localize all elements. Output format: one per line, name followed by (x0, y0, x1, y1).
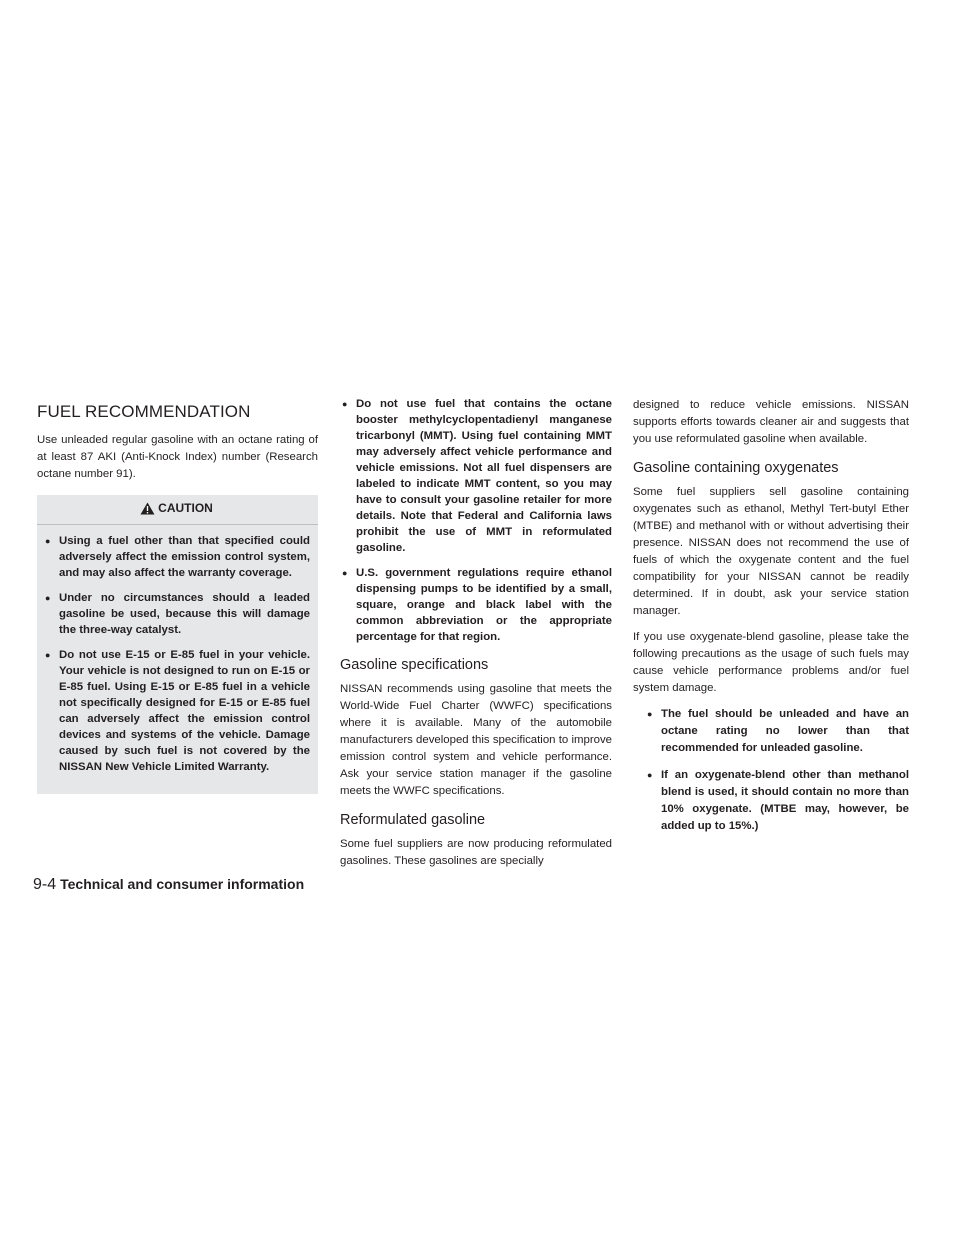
column-2 (340, 396, 612, 879)
caution-item: ● Do not use fuel that contains the octane booster methylcyclopentadienyl manganese tricarbonyl (MMT). Using fuel containing MMT may adversely affect vehicle performance and vehicle emissions. Not all fuel dispensers are labeled to indicate MMT content, so you may have to consult your gasoline retailer for more details. Note that Federal and California laws prohibit the use of MMT in reformulated gasoline. (340, 396, 612, 556)
oxygenates-item: ● The fuel should be unleaded and have an octane rating no lower than that recommended for unleaded gasoline. (645, 706, 909, 757)
section-title: FUEL RECOMMENDATION (37, 402, 251, 421)
gasoline-specs-title: Gasoline specifications (340, 657, 489, 673)
caution-box (37, 495, 318, 794)
column-1 (37, 398, 318, 794)
reformulated-title: Reformulated gasoline (340, 812, 486, 828)
column-3 (633, 397, 909, 845)
page-footer (33, 876, 304, 894)
oxygenates-text-2: If you use oxygenate-blend gasoline, please take the following precautions as the usage of such fuels may cause vehicle performance problems and/or fuel system damage. (633, 631, 909, 694)
caution-label: CAUTION (158, 501, 213, 515)
caution-item: ● Do not use E-15 or E-85 fuel in your vehicle. Your vehicle is not designed to run on E-15 or E-85 fuel. Using E-15 or E-85 fuel in a vehicle not specifically designed for E-15 or E-85 fuel can adversely affect the emission control devices and systems of the vehicle. Damage caused by such fuel is not covered by the NISSAN New Vehicle Limited Warranty. (43, 647, 310, 775)
gasoline-specs-text: NISSAN recommends using gasoline that meets the World-Wide Fuel Charter (WWFC) specifications where it is available. Many of the automobile manufacturers developed this specification to improve emission control system and vehicle performance. Ask your service station manager if the gasoline meets the WWFC specifications. (340, 683, 612, 797)
oxygenates-item: ● If an oxygenate-blend other than methanol blend is used, it should contain no more than 10% oxygenate. (MTBE may, however, be added up to 15%.) (645, 767, 909, 835)
reformulated-text-b: designed to reduce vehicle emissions. NISSAN supports efforts towards cleaner air and suggests that you use reformulated gasoline when available. (633, 399, 909, 445)
oxygenates-text-1: Some fuel suppliers sell gasoline containing oxygenates such as ethanol, Methyl Tert-butyl Ether (MTBE) and methanol with or without advertising their presence. NISSAN does not recommend the use of fuels of which the oxygenate content and the fuel compatibility for your NISSAN cannot be readily determined. If in doubt, ask your service station manager. (633, 486, 909, 617)
page-number: 9-4 (33, 876, 57, 893)
caution-list-1 (43, 533, 310, 775)
intro-paragraph: Use unleaded regular gasoline with an octane rating of at least 87 AKI (Anti-Knock Index) number (Research octane number 91). (37, 434, 318, 480)
caution-list-2 (340, 396, 612, 645)
caution-item: ● Using a fuel other than that specified could adversely affect the emission control system, and may also affect the warranty coverage. (43, 533, 310, 581)
reformulated-text-a: Some fuel suppliers are now producing reformulated gasolines. These gasolines are specially (340, 838, 612, 867)
caution-header (43, 501, 310, 515)
oxygenates-list (633, 706, 909, 835)
caution-item: ● Under no circumstances should a leaded gasoline be used, because this will damage the three-way catalyst. (43, 590, 310, 638)
caution-item: ● U.S. government regulations require ethanol dispensing pumps to be identified by a small, square, orange and black label with the common abbreviation or the appropriate percentage for that region. (340, 565, 612, 645)
warning-triangle-icon (140, 502, 155, 515)
caution-divider (37, 524, 318, 525)
footer-section-title: Technical and consumer information (60, 876, 305, 892)
oxygenates-title: Gasoline containing oxygenates (633, 460, 839, 476)
